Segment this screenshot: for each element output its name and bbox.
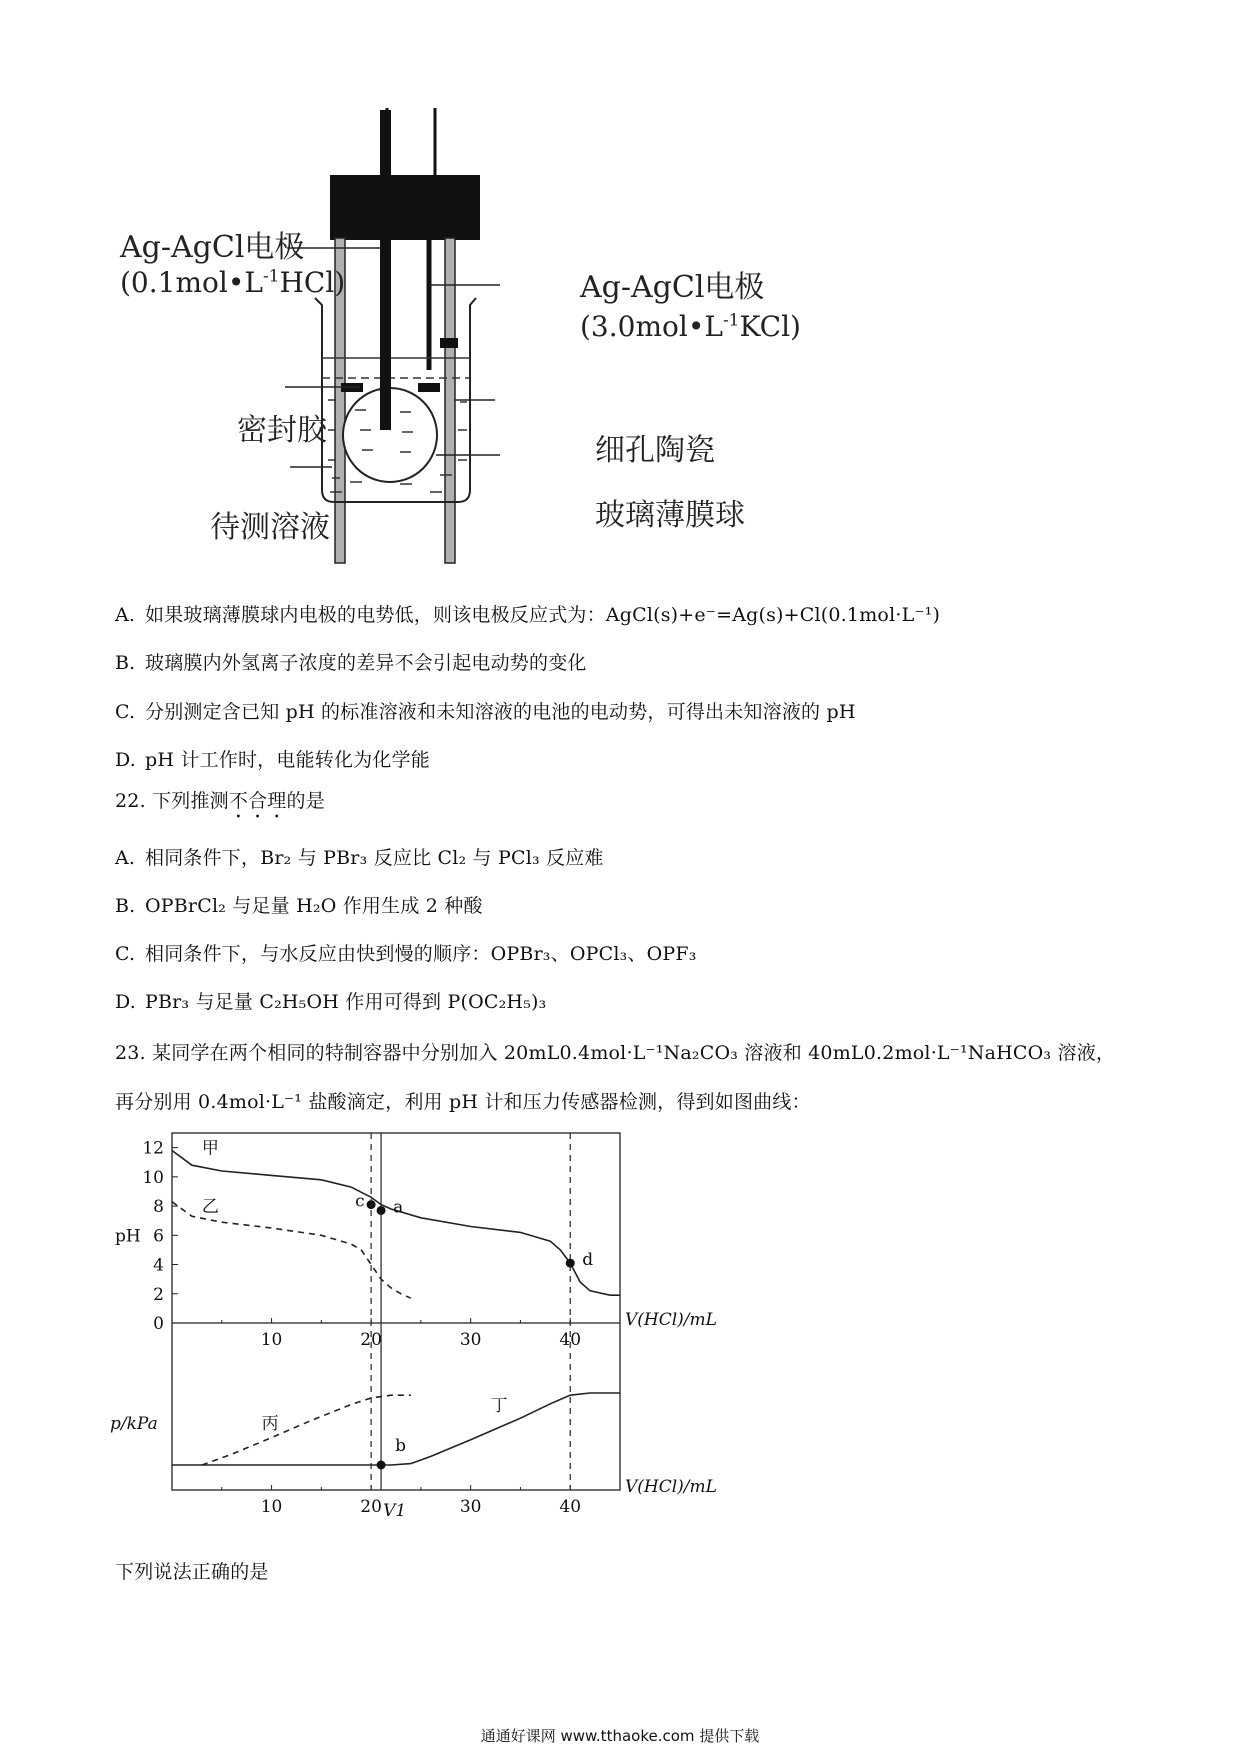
ph-x-tick-label: 10 bbox=[260, 1330, 283, 1350]
q23-stem-line2: 再分别用 0.4mol·L⁻¹ 盐酸滴定，利用 pH 计和压力传感器检测，得到如图曲线： bbox=[115, 1091, 811, 1113]
point-label-c: c bbox=[355, 1191, 365, 1212]
series-ding-label: 丁 bbox=[490, 1396, 508, 1416]
series-bing-label: 丙 bbox=[261, 1414, 279, 1434]
series-bing-line bbox=[202, 1395, 411, 1465]
point-label-d: d bbox=[582, 1250, 594, 1271]
label-ceramic: 细孔陶瓷 bbox=[595, 433, 715, 468]
label-ag-electrode-inner-conc: $(0.1mol•L^{-1}HCl)$ bbox=[120, 266, 346, 299]
ph-y-tick-label: 2 bbox=[153, 1284, 164, 1305]
q22-option-d: D. PBr₃ 与足量 C₂H₅OH 作用可得到 P(OC₂H₅)₃ bbox=[115, 991, 547, 1013]
ph-x-axis-label: V(HCl)/mL bbox=[625, 1310, 717, 1330]
q22-option-a: A. 相同条件下，Br₂ 与 PBr₃ 反应比 Cl₂ 与 PCl₃ 反应难 bbox=[115, 847, 604, 869]
p-x-axis-label: V(HCl)/mL bbox=[625, 1477, 717, 1497]
series-yi-label: 乙 bbox=[201, 1196, 219, 1217]
ph-y-tick-label: 10 bbox=[142, 1167, 164, 1188]
point-d bbox=[566, 1259, 575, 1268]
titration-charts bbox=[100, 1125, 740, 1535]
q23-stem-line1: 23. 某同学在两个相同的特制容器中分别加入 20mL0.4mol·L⁻¹Na₂CO₃ 溶液和 40mL0.2mol·L⁻¹NaHCO₃ 溶液， bbox=[115, 1042, 1116, 1064]
series-jia-label: 甲 bbox=[201, 1138, 219, 1159]
point-c bbox=[367, 1200, 376, 1209]
ph-y-tick-label: 0 bbox=[153, 1314, 164, 1334]
q21-option-c: C. 分别测定含已知 pH 的标准溶液和未知溶液的电池的电动势，可得出未知溶液的 pH bbox=[115, 701, 856, 723]
ph-y-axis-label: pH bbox=[115, 1226, 141, 1247]
p-x-tick-v1: V1 bbox=[383, 1501, 407, 1521]
q22-option-c: C. 相同条件下，与水反应由快到慢的顺序：OPBr₃、OPCl₃、OPF₃ bbox=[115, 943, 697, 965]
ph-y-tick-label: 4 bbox=[153, 1255, 164, 1276]
label-ag-electrode-outer-conc: $(3.0mol•L^{-1}KCl)$ bbox=[580, 310, 801, 343]
q21-option-d: D. pH 计工作时，电能转化为化学能 bbox=[115, 749, 430, 771]
q21-option-a: A. 如果玻璃薄膜球内电极的电势低，则该电极反应式为：AgCl(s)+e⁻=Ag(s)+Cl(0.1mol·L⁻¹) bbox=[115, 604, 941, 626]
label-test-solution: 待测溶液 bbox=[210, 510, 330, 545]
ph-y-tick-label: 12 bbox=[142, 1138, 164, 1159]
titration-charts-svg bbox=[100, 1125, 740, 1535]
ph-y-tick-label: 6 bbox=[153, 1226, 164, 1247]
p-x-tick-label: 30 bbox=[459, 1497, 482, 1517]
label-glass-bulb: 玻璃薄膜球 bbox=[595, 498, 745, 533]
p-x-tick-label: 20 bbox=[360, 1497, 382, 1517]
label-seal: 密封胶 bbox=[237, 413, 327, 448]
point-a bbox=[377, 1206, 386, 1215]
ph-x-tick-label: 20 bbox=[360, 1330, 382, 1350]
p-x-tick-label: 40 bbox=[559, 1497, 582, 1517]
label-ag-electrode-inner: Ag-AgCl电极 bbox=[120, 230, 305, 265]
electrode-cap bbox=[330, 175, 480, 240]
q23-prompt: 下列说法正确的是 bbox=[115, 1561, 269, 1583]
series-jia-line bbox=[172, 1151, 620, 1296]
q21-option-b: B. 玻璃膜内外氢离子浓度的差异不会引起电动势的变化 bbox=[115, 652, 587, 674]
point-b bbox=[377, 1461, 386, 1470]
ph-x-tick-label: 30 bbox=[459, 1330, 482, 1350]
p-x-tick-label: 10 bbox=[260, 1497, 283, 1517]
point-label-b: b bbox=[395, 1436, 406, 1456]
q22-stem: 22. 下列推测不合理的是 bbox=[115, 790, 325, 812]
footer: 通通好课网 www.tthaoke.com 提供下载 bbox=[480, 1727, 760, 1745]
ph-y-tick-label: 8 bbox=[153, 1197, 164, 1218]
ph-x-tick-label: 40 bbox=[559, 1330, 582, 1350]
q22-option-b: B. OPBrCl₂ 与足量 H₂O 作用生成 2 种酸 bbox=[115, 895, 483, 917]
point-label-a: a bbox=[393, 1197, 404, 1218]
label-ag-electrode-outer: Ag-AgCl电极 bbox=[580, 270, 765, 305]
q22-emphasis: 不合理 bbox=[228, 790, 287, 812]
p-y-axis-label: p/kPa bbox=[110, 1414, 158, 1434]
